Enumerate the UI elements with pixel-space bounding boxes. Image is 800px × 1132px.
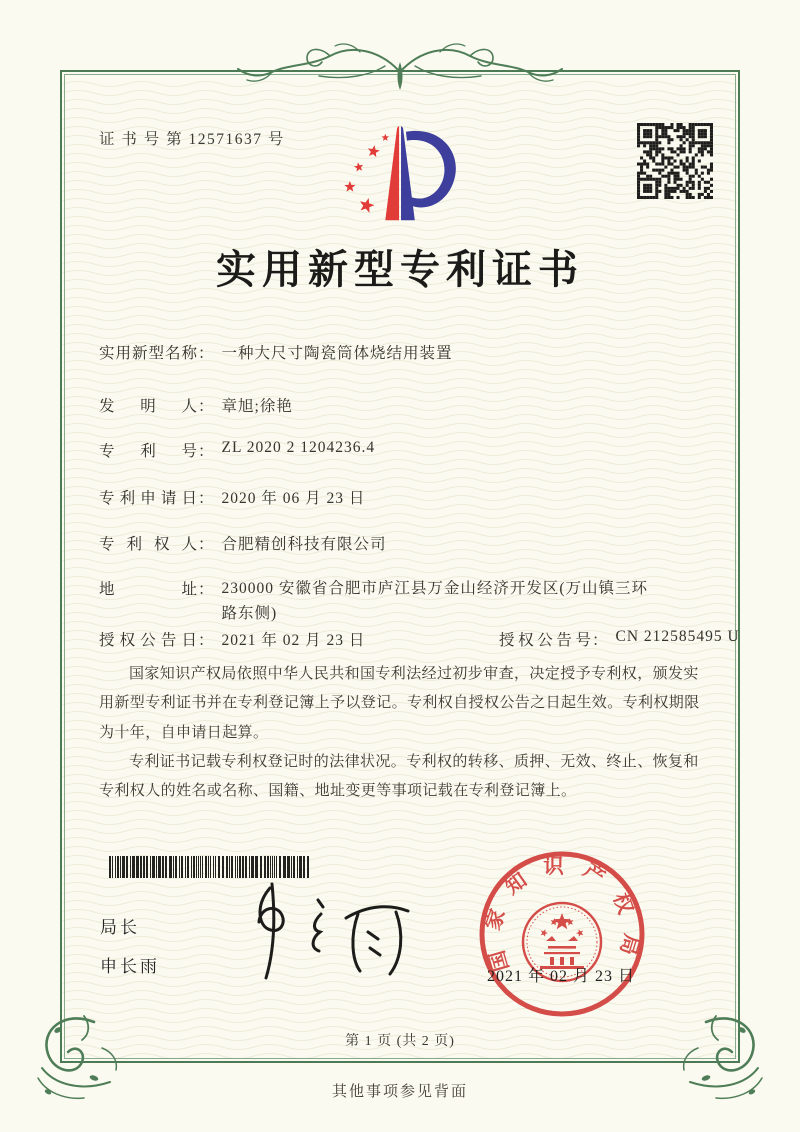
commissioner-block <box>100 913 160 977</box>
page-number: 第 1 页 (共 2 页) <box>345 1034 455 1049</box>
field-label: 授权公告日 <box>99 632 197 649</box>
legal-paragraph-2: 专利证书记载专利权登记时的法律状况。专利权的转移、质押、无效、终止、恢复和专利权人的姓名或名称、国籍、地址变更等事项记载在专利登记簿上。 <box>99 753 699 799</box>
field-label: 地址 <box>99 581 197 598</box>
field-row-grant: 授权公告日： 2021 年 02 月 23 日 授权公告号： CN 212585495 U <box>99 628 740 649</box>
red-official-seal <box>476 848 648 1020</box>
field-grant-number: 授权公告号： CN 212585495 U <box>499 628 740 649</box>
field-value-grant-number: CN 212585495 U <box>615 628 740 645</box>
top-flourish-ornament-icon <box>235 36 565 106</box>
field-row-patent-number: 专利号： ZL 2020 2 1204236.4 <box>99 439 376 460</box>
cnipa-logo-icon <box>333 118 473 236</box>
field-row-address: 地址： 230000 安徽省合肥市庐江县万金山经济开发区(万山镇三环路东侧) <box>99 577 660 627</box>
handwritten-signature-icon <box>218 878 428 983</box>
field-label: 实用新型名称 <box>99 345 197 362</box>
field-value-grant-date: 2021 年 02 月 23 日 <box>221 632 366 649</box>
certificate-number: 证 书 号 第 12571637 号 <box>99 131 285 148</box>
field-label: 专利号 <box>99 443 197 460</box>
field-label: 授权公告号 <box>499 632 591 649</box>
field-row-filing-date: 专利申请日： 2020 年 06 月 23 日 <box>99 486 365 508</box>
field-label: 专利申请日 <box>99 490 197 507</box>
commissioner-title: 局长 <box>100 918 140 937</box>
field-value-patent-number: ZL 2020 2 1204236.4 <box>221 439 376 456</box>
field-value-filing-date: 2020 年 06 月 23 日 <box>221 490 366 507</box>
field-value-address: 230000 安徽省合肥市庐江县万金山经济开发区(万山镇三环路东侧) <box>221 580 649 622</box>
field-label: 发明人 <box>99 398 197 415</box>
barcode-icon <box>107 856 312 878</box>
field-value-patentee: 合肥精创科技有限公司 <box>221 536 387 553</box>
commissioner-name: 申长雨 <box>100 957 160 976</box>
legal-paragraph-1: 国家知识产权局依照中华人民共和国专利法经过初步审查，决定授予专利权，颁发实用新型专利证书并在专利登记簿上予以登记。专利权自授权公告之日起生效。专利权期限为十年，自申请日起算。 <box>99 666 700 741</box>
field-row-name: 实用新型名称： 一种大尺寸陶瓷筒体烧结用装置 <box>99 341 453 363</box>
back-side-note: 其他事项参见背面 <box>331 1084 468 1100</box>
field-row-inventor: 发明人： 章旭;徐艳 <box>99 394 293 416</box>
qr-code-icon <box>637 123 713 199</box>
field-value-inventor: 章旭;徐艳 <box>221 398 293 415</box>
field-label: 专利权人 <box>99 536 197 553</box>
field-row-patentee: 专利权人： 合肥精创科技有限公司 <box>99 532 387 554</box>
legal-body-text <box>99 660 713 806</box>
certificate-title: 实用新型专利证书 <box>216 247 584 292</box>
seal-date: 2021 年 02 月 23 日 <box>487 968 636 985</box>
seal-agency-text: 国家知识产权局 <box>481 855 643 974</box>
field-value-utility-model-name: 一种大尺寸陶瓷筒体烧结用装置 <box>221 345 453 362</box>
